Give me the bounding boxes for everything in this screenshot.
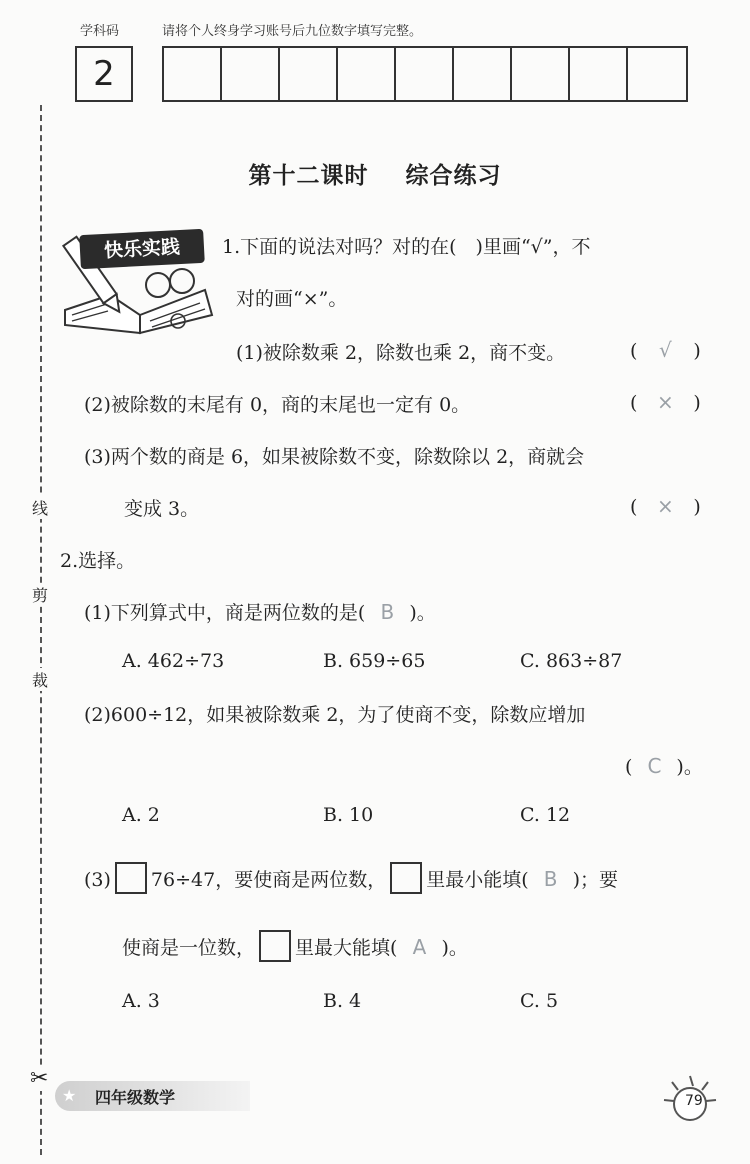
q2-sub3-option-b: B. 4 bbox=[323, 990, 362, 1012]
q2-sub2-option-b: B. 10 bbox=[323, 804, 374, 826]
q2-sub2-text: (2)600÷12，如果被除数乘 2，为了使商不变，除数应增加 bbox=[84, 704, 586, 726]
q2-sub2-option-a: A. 2 bbox=[122, 804, 160, 826]
digit-box[interactable] bbox=[570, 48, 628, 100]
q1-item1-answer: √ bbox=[659, 338, 672, 362]
q1-item2-text: (2)被除数的末尾有 0，商的末尾也一定有 0。 bbox=[84, 394, 471, 416]
q2-sub3-line2-b: 里最大能填( bbox=[295, 937, 398, 959]
cut-line bbox=[40, 105, 42, 1155]
digit-box[interactable] bbox=[396, 48, 454, 100]
q2-sub3-line2 bbox=[122, 930, 468, 962]
section-badge bbox=[79, 229, 205, 269]
blank-square[interactable] bbox=[259, 930, 291, 962]
page-title bbox=[0, 157, 750, 190]
blank-square[interactable] bbox=[390, 862, 422, 894]
q1-item2-answer-slot[interactable]: ( × ) bbox=[630, 390, 701, 414]
q2-sub3-option-a: A. 3 bbox=[122, 990, 160, 1012]
q2-sub3-line1 bbox=[84, 862, 618, 894]
page-number: 79 bbox=[685, 1093, 703, 1109]
q1-item1 bbox=[236, 338, 565, 365]
blank-square[interactable] bbox=[115, 862, 147, 894]
q1-line1: 1.下面的说法对吗？对的在( )里画“√”，不 bbox=[222, 236, 591, 258]
lesson-name: 综合练习 bbox=[405, 163, 502, 189]
q2-sub3-prefix: (3) bbox=[84, 869, 111, 891]
q2-sub3-answer2[interactable]: A bbox=[412, 935, 427, 959]
account-instruction: 请将个人终身学习账号后九位数字填写完整。 bbox=[162, 24, 423, 39]
q1-item3-text2: 变成 3。 bbox=[124, 498, 200, 520]
q2-sub1-text: (1)下列算式中，商是两位数的是( bbox=[84, 602, 366, 624]
q2-sub2-option-c: C. 12 bbox=[520, 804, 571, 826]
q2-sub3-part-a: 76÷47，要使商是两位数， bbox=[150, 869, 387, 891]
section-badge-label: 快乐实践 bbox=[103, 236, 181, 262]
q1-item3-answer-slot[interactable]: ( × ) bbox=[630, 494, 701, 518]
q2-sub3-part-c: )；要 bbox=[572, 869, 619, 891]
q2-sub2-answer-slot[interactable]: ( C )。 bbox=[625, 754, 703, 778]
q1-item1-answer-slot[interactable]: ( √ ) bbox=[630, 338, 701, 362]
q2-sub3-answer1[interactable]: B bbox=[543, 867, 558, 891]
q2-sub3-line2-a: 使商是一位数， bbox=[122, 937, 256, 959]
q2-sub2-answer: C bbox=[647, 754, 662, 778]
q1-item3-text: (3)两个数的商是 6，如果被除数不变，除数除以 2，商就会 bbox=[84, 446, 585, 468]
digit-box[interactable] bbox=[280, 48, 338, 100]
scissors-icon: ✂ bbox=[30, 1066, 49, 1091]
digit-box[interactable] bbox=[512, 48, 570, 100]
digit-box[interactable] bbox=[628, 48, 686, 100]
q2-heading: 2.选择。 bbox=[60, 550, 136, 572]
q1-item1-text: (1)被除数乘 2，除数也乘 2，商不变。 bbox=[236, 342, 566, 364]
cut-line-char: 剪 bbox=[30, 583, 50, 606]
q1-line2: 对的画“×”。 bbox=[236, 288, 348, 310]
q2-sub1-option-c: C. 863÷87 bbox=[520, 650, 623, 672]
subject-code-label: 学科码 bbox=[80, 24, 120, 39]
cut-line-char: 线 bbox=[30, 496, 50, 519]
digit-box[interactable] bbox=[164, 48, 222, 100]
q2-sub1-option-a: A. 462÷73 bbox=[122, 650, 225, 672]
q1-item2-answer: × bbox=[657, 390, 674, 414]
cut-line-char: 裁 bbox=[30, 668, 50, 691]
subject-code-box: 2 bbox=[75, 46, 133, 102]
lesson-number: 第十二课时 bbox=[248, 163, 369, 189]
q2-sub3-part-b: 里最小能填( bbox=[426, 869, 529, 891]
q2-sub3-option-c: C. 5 bbox=[520, 990, 559, 1012]
q2-sub1-end: )。 bbox=[409, 602, 436, 624]
q2-sub1-option-b: B. 659÷65 bbox=[323, 650, 426, 672]
star-icon: ★ bbox=[62, 1086, 77, 1105]
digit-box[interactable] bbox=[338, 48, 396, 100]
digit-box[interactable] bbox=[222, 48, 280, 100]
q2-sub1-answer[interactable]: B bbox=[380, 600, 395, 624]
account-digit-boxes bbox=[162, 46, 688, 102]
digit-box[interactable] bbox=[454, 48, 512, 100]
q2-sub1 bbox=[84, 598, 436, 625]
footer-label: 四年级数学 bbox=[95, 1088, 176, 1107]
q1-item3-answer: × bbox=[657, 494, 674, 518]
q2-sub3-line2-c: )。 bbox=[441, 937, 468, 959]
